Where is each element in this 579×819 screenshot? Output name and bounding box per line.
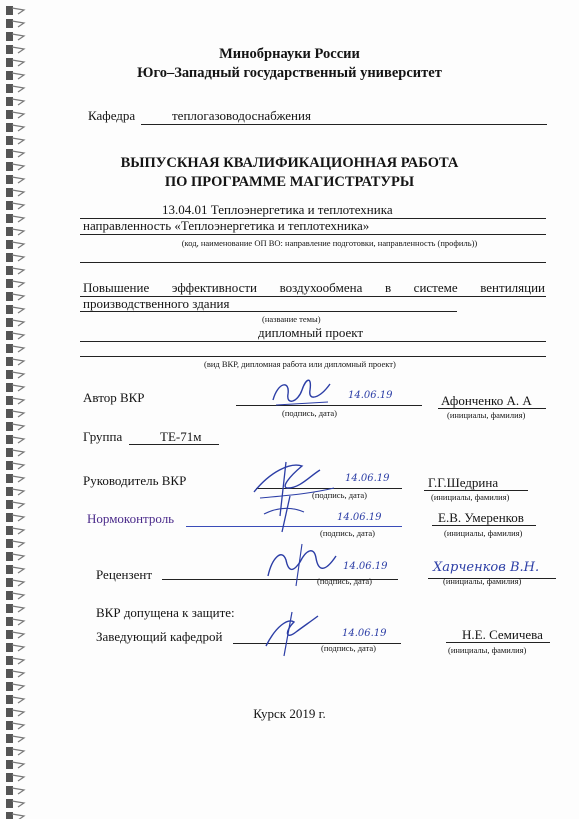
binding-coil (12, 411, 24, 417)
binding-hole (6, 526, 13, 535)
head-date: 14.06.19 (342, 628, 387, 639)
work-type-underline-2 (80, 356, 546, 357)
author-sig-caption: (подпись, дата) (282, 408, 338, 418)
author-name-caption: (инициалы, фамилия) (447, 410, 526, 420)
binding-hole (6, 539, 13, 548)
spiral-binding (0, 0, 38, 819)
author-name-line (438, 408, 546, 409)
binding-hole (6, 682, 13, 691)
binding-coil (12, 619, 24, 625)
supervisor-sig-caption: (подпись, дата) (312, 490, 368, 500)
group-label: Группа (83, 429, 123, 444)
binding-coil (12, 502, 24, 508)
binding-coil (12, 21, 24, 27)
binding-coil (12, 359, 24, 365)
binding-coil (12, 489, 24, 495)
topic-caption: (название темы) (262, 314, 321, 324)
binding-coil (12, 385, 24, 391)
normcontrol-sig-caption: (подпись, дата) (320, 528, 376, 538)
document-subtitle: ПО ПРОГРАММЕ МАГИСТРАТУРЫ (164, 174, 415, 190)
binding-hole (6, 110, 13, 119)
binding-hole (6, 136, 13, 145)
binding-hole (6, 292, 13, 301)
supervisor-name: Г.Г.Шедрина (428, 475, 499, 490)
binding-hole (6, 578, 13, 587)
binding-coil (12, 242, 24, 248)
department-label: Кафедра (88, 108, 136, 123)
direction-profile: направленность «Теплоэнергетика и теплотехника» (83, 218, 370, 233)
topic-underline-2 (80, 311, 457, 312)
binding-coil (12, 580, 24, 586)
normcontrol-label: Нормоконтроль (87, 511, 175, 526)
supervisor-label: Руководитель ВКР (83, 473, 187, 488)
binding-hole (6, 84, 13, 93)
binding-hole (6, 812, 13, 819)
binding-hole (6, 214, 13, 223)
binding-hole (6, 786, 13, 795)
binding-coil (12, 398, 24, 404)
direction-code: 13.04.01 Теплоэнергетика и теплотехника (162, 202, 393, 217)
normcontrol-name: Е.В. Умеренков (438, 510, 524, 525)
binding-coil (12, 138, 24, 144)
binding-hole (6, 253, 13, 262)
binding-coil (12, 372, 24, 378)
binding-coil (12, 567, 24, 573)
binding-coil (12, 463, 24, 469)
binding-hole (6, 318, 13, 327)
binding-hole (6, 669, 13, 678)
normcontrol-signature (260, 494, 310, 534)
topic-line-2: производственного здания (83, 296, 230, 311)
binding-coil (12, 801, 24, 807)
head-name-caption: (инициалы, фамилия) (448, 645, 527, 655)
binding-hole (6, 773, 13, 782)
supervisor-name-line (424, 490, 528, 491)
binding-coil (12, 671, 24, 677)
binding-hole (6, 721, 13, 730)
binding-coil (12, 632, 24, 638)
binding-coil (12, 658, 24, 664)
binding-hole (6, 799, 13, 808)
binding-hole (6, 747, 13, 756)
direction-caption: (код, наименование ОП ВО: направление подготовки, направленность (профиль)) (181, 238, 478, 248)
document-title: ВЫПУСКНАЯ КВАЛИФИКАЦИОННАЯ РАБОТА (120, 155, 459, 171)
binding-hole (6, 604, 13, 613)
binding-coil (12, 788, 24, 794)
work-type-underline (80, 341, 546, 342)
normcontrol-name-caption: (инициалы, фамилия) (444, 528, 523, 538)
binding-hole (6, 240, 13, 249)
author-signature (268, 372, 338, 412)
author-date: 14.06.19 (348, 390, 393, 401)
binding-coil (12, 255, 24, 261)
binding-hole (6, 656, 13, 665)
head-signature (262, 606, 322, 658)
group-value: ТЕ-71м (160, 429, 202, 444)
reviewer-label: Рецензент (96, 567, 153, 582)
binding-hole (6, 370, 13, 379)
binding-coil (12, 814, 24, 819)
binding-hole (6, 32, 13, 41)
binding-hole (6, 695, 13, 704)
binding-coil (12, 99, 24, 105)
binding-coil (12, 736, 24, 742)
binding-coil (12, 281, 24, 287)
binding-hole (6, 201, 13, 210)
normcontrol-date: 14.06.19 (337, 512, 382, 523)
binding-coil (12, 528, 24, 534)
reviewer-date: 14.06.19 (343, 561, 388, 572)
university-heading: Юго–Западный государственный университет (137, 65, 442, 81)
supervisor-name-caption: (инициалы, фамилия) (431, 492, 510, 502)
binding-coil (12, 112, 24, 118)
binding-coil (12, 606, 24, 612)
binding-coil (12, 515, 24, 521)
binding-coil (12, 762, 24, 768)
binding-coil (12, 229, 24, 235)
binding-hole (6, 552, 13, 561)
binding-hole (6, 383, 13, 392)
binding-coil (12, 697, 24, 703)
binding-hole (6, 461, 13, 470)
binding-hole (6, 643, 13, 652)
binding-coil (12, 294, 24, 300)
binding-hole (6, 513, 13, 522)
binding-coil (12, 86, 24, 92)
binding-hole (6, 734, 13, 743)
binding-hole (6, 19, 13, 28)
binding-coil (12, 320, 24, 326)
head-name: Н.Е. Семичева (462, 627, 543, 642)
head-label: Заведующий кафедрой (96, 629, 223, 644)
normcontrol-name-line (432, 525, 536, 526)
binding-hole (6, 760, 13, 769)
binding-coil (12, 203, 24, 209)
head-sig-caption: (подпись, дата) (321, 643, 377, 653)
binding-hole (6, 409, 13, 418)
department-underline (141, 124, 547, 125)
binding-hole (6, 435, 13, 444)
binding-coil (12, 541, 24, 547)
binding-hole (6, 422, 13, 431)
binding-hole (6, 305, 13, 314)
binding-hole (6, 279, 13, 288)
binding-coil (12, 346, 24, 352)
supervisor-date: 14.06.19 (345, 473, 390, 484)
binding-coil (12, 8, 24, 14)
work-type-value: дипломный проект (258, 325, 364, 340)
binding-coil (12, 723, 24, 729)
admission-text: ВКР допущена к защите: (96, 605, 235, 620)
binding-hole (6, 396, 13, 405)
reviewer-name-caption: (инициалы, фамилия) (443, 576, 522, 586)
author-name: Афонченко А. А (441, 393, 532, 408)
work-type-caption: (вид ВКР, дипломная работа или дипломный проект) (204, 359, 396, 369)
binding-coil (12, 554, 24, 560)
binding-coil (12, 450, 24, 456)
binding-coil (12, 684, 24, 690)
binding-hole (6, 591, 13, 600)
department-value: теплогазоводоснабжения (172, 108, 311, 123)
binding-hole (6, 487, 13, 496)
binding-hole (6, 565, 13, 574)
binding-coil (12, 593, 24, 599)
binding-coil (12, 268, 24, 274)
binding-coil (12, 749, 24, 755)
binding-hole (6, 331, 13, 340)
binding-coil (12, 125, 24, 131)
binding-hole (6, 617, 13, 626)
direction-underline-3 (80, 262, 546, 263)
binding-hole (6, 448, 13, 457)
reviewer-sig-caption: (подпись, дата) (317, 576, 373, 586)
binding-hole (6, 227, 13, 236)
binding-hole (6, 474, 13, 483)
binding-hole (6, 630, 13, 639)
reviewer-name-handwritten: Харченков В.Н. (433, 560, 540, 575)
binding-hole (6, 97, 13, 106)
binding-hole (6, 266, 13, 275)
author-label: Автор ВКР (83, 390, 145, 405)
binding-coil (12, 476, 24, 482)
binding-hole (6, 6, 13, 15)
binding-coil (12, 216, 24, 222)
binding-hole (6, 357, 13, 366)
binding-coil (12, 34, 24, 40)
binding-hole (6, 123, 13, 132)
topic-line-1: Повышение эффективности воздухообмена в системе вентиляции (83, 280, 545, 295)
binding-coil (12, 775, 24, 781)
binding-coil (12, 437, 24, 443)
binding-hole (6, 344, 13, 353)
binding-coil (12, 333, 24, 339)
head-name-line (446, 642, 550, 643)
binding-hole (6, 500, 13, 509)
binding-coil (12, 424, 24, 430)
binding-coil (12, 307, 24, 313)
binding-coil (12, 645, 24, 651)
ministry-heading: Минобрнауки России (219, 46, 360, 62)
direction-underline-2 (80, 234, 546, 235)
city-year: Курск 2019 г. (253, 706, 326, 721)
